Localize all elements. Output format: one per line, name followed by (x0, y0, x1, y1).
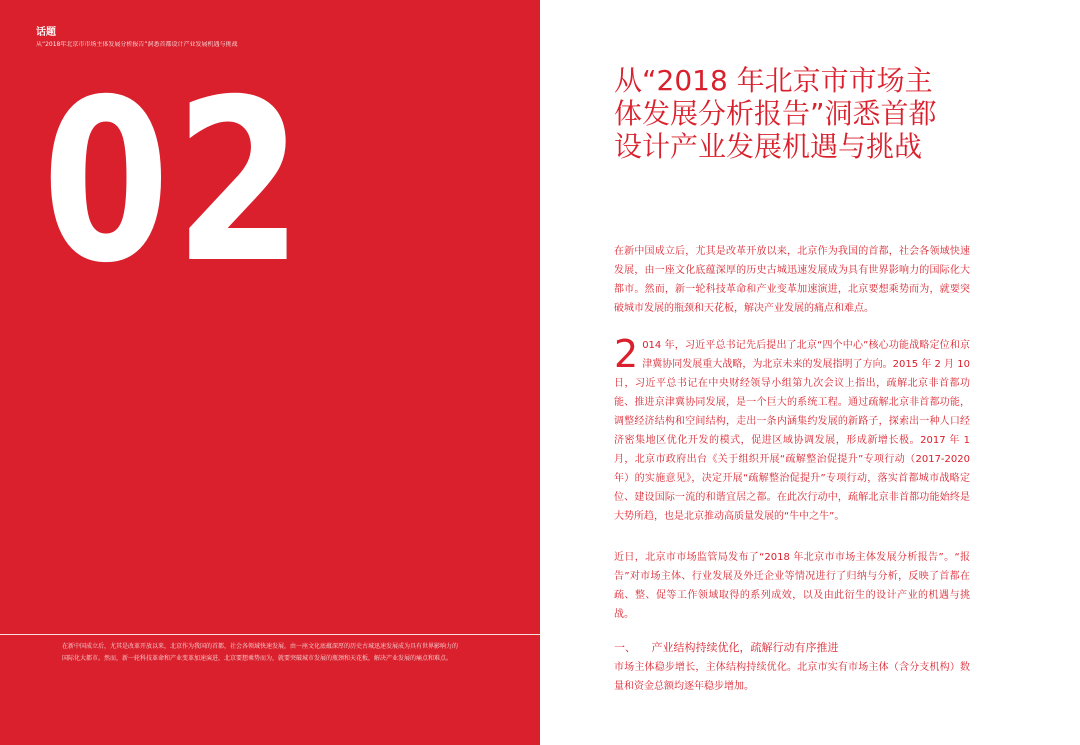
sub-heading (614, 640, 970, 656)
sub-heading-text: 产业结构持续优化，疏解行动有序推进 (651, 641, 839, 654)
paragraph-policy-text: 014 年，习近平总书记先后提出了北京“四个中心”核心功能战略定位和京津冀协同发展重大战略，为北京未来的发展指明了方向。2015 年 2 月 10 日，习近平总书记在中央财经领导小组第九次会议上指出，疏解北京非首都功能、推进京津冀协同发展，是一个巨大的系统工程。通过疏解北京非首都功能，调整经济结构和空间结构，走出一条内涵集约发展的新路子，探索出一种人口经济密集地区优化开发的模式，促进区域协调发展，形成新增长极。2017 年 1 月，北京市政府出台《关于组织开展“疏解整治促提升”专项行动（2017-2020 年）的实施意见》，决定开展“疏解整治促提升”专项行动，落实首都城市战略定位、建设国际一流的和谐宜居之都。在此次行动中，疏解北京非首都功能始终是大势所趋，也是北京推动高质量发展的“牛中之牛”。 (614, 340, 970, 522)
paragraph-report: 近日，北京市市场监管局发布了“2018 年北京市市场主体发展分析报告”。“报告”对市场主体、行业发展及外迁企业等情况进行了归纳与分析，反映了首都在疏、整、促等工作领域取得的系列成效，以及由此衍生的设计产业的机遇与挑战。 (614, 552, 970, 620)
sub-heading-number: 一、 (614, 641, 636, 654)
left-summary-text: 在新中国成立后，尤其是改革开放以来，北京作为我国的首都，社会各领域快速发展，由一座文化底蕴深厚的历史古城迅速发展成为具有世界影响力的国际化大都市。然而，新一轮科技革命和产业变革加速演进，北京要想乘势而为，就要突破城市发展的瓶颈和天花板，解决产业发展的痛点和难点。 (62, 643, 459, 662)
paragraph-growth: 市场主体稳步增长，主体结构持续优化。北京市实有市场主体（含分支机构）数量和资金总额均逐年稳步增加。 (614, 662, 970, 692)
paragraph-policy (614, 332, 970, 526)
article-title: 从“2018 年北京市市场主体发展分析报告”洞悉首都设计产业发展机遇与挑战 (614, 64, 937, 163)
drop-cap: 2 (614, 332, 639, 376)
divider-line (0, 634, 540, 635)
paragraph-intro: 在新中国成立后，尤其是改革开放以来，北京作为我国的首都，社会各领域快速发展，由一座文化底蕴深厚的历史古城迅速发展成为具有世界影响力的国际化大都市。然而，新一轮科技革命和产业变革加速演进，北京要想乘势而为，就要突破城市发展的瓶颈和天花板，解决产业发展的痛点和难点。 (614, 246, 970, 314)
section-tag: 话题 (36, 27, 56, 38)
section-number: 02 (42, 51, 308, 312)
section-subtitle: 从“2018年北京市市场主体发展分析报告”洞悉首都设计产业发展机遇与挑战 (36, 41, 238, 48)
